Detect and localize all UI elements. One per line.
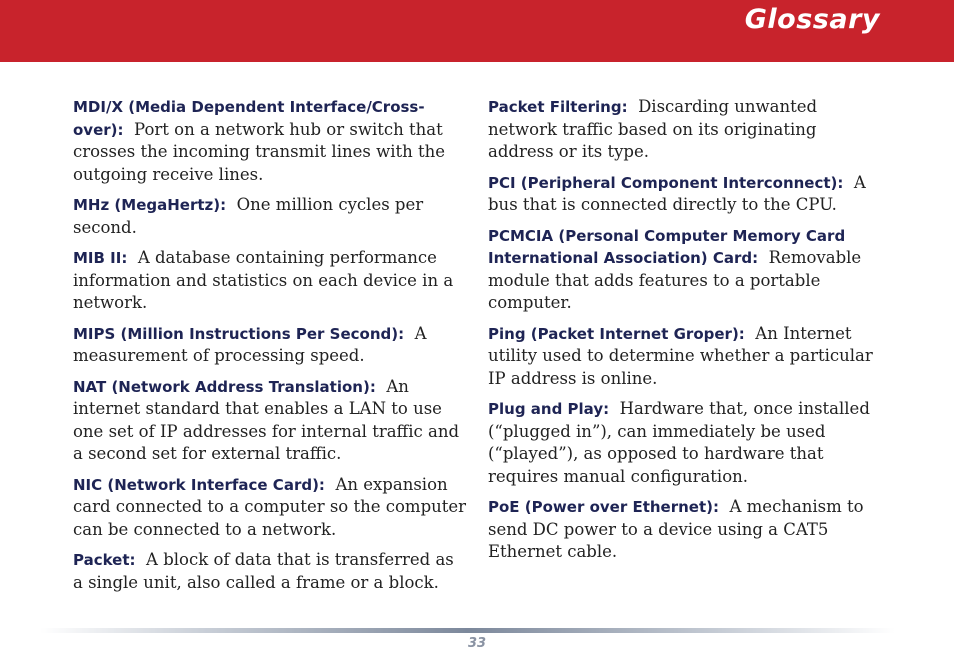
glossary-definition: An expansion card connected to a computer so the computer can be connected to a network. xyxy=(73,474,467,539)
glossary-column-left xyxy=(73,96,468,602)
glossary-definition: One million cycles per second. xyxy=(73,195,424,237)
glossary-definition: Discarding unwanted network traffic based on its originating address or its type. xyxy=(488,97,818,161)
glossary-definition: Removable module that adds features to a portable computer. xyxy=(488,248,862,312)
page-number: 33 xyxy=(467,636,487,651)
glossary-entry xyxy=(488,172,884,217)
glossary-entry xyxy=(488,225,884,315)
glossary-definition: An internet standard that enables a LAN to use one set of IP addresses for internal traffic and a second set for external traffic. xyxy=(73,376,460,463)
glossary-entry xyxy=(73,194,468,239)
glossary-definition: Port on a network hub or switch that crosses the incoming transmit lines with the outgoing receive lines. xyxy=(73,119,446,184)
glossary-term: MIB II: xyxy=(73,249,128,267)
glossary-term: MIPS (Million Instructions Per Second): xyxy=(73,324,405,343)
glossary-definition: A measurement of processing speed. xyxy=(73,323,427,365)
glossary-term: NAT (Network Address Translation): xyxy=(73,377,376,396)
glossary-term: Plug and Play: xyxy=(488,400,610,418)
header-bar xyxy=(0,0,954,62)
glossary-term: Packet: xyxy=(73,551,136,569)
glossary-entry xyxy=(73,474,468,542)
glossary-term: PoE (Power over Ethernet): xyxy=(488,498,719,516)
glossary-definition: Hardware that, once installed (“plugged in”), can immediately be used (“played”), as opposed to hardware that requires manual configuration. xyxy=(488,399,870,486)
glossary-term: NIC (Network Interface Card): xyxy=(73,475,325,494)
glossary-term: Packet Filtering: xyxy=(488,98,628,116)
glossary-term: MHz (MegaHertz): xyxy=(73,196,227,214)
glossary-entry xyxy=(73,247,468,315)
glossary-entry xyxy=(488,496,884,564)
glossary-definition: An Internet utility used to determine whether a particular IP address is online. xyxy=(488,323,873,388)
footer-divider xyxy=(40,628,895,633)
glossary-term: PCI (Peripheral Component Interconnect): xyxy=(488,173,844,192)
glossary-entry xyxy=(488,398,884,488)
glossary-entry xyxy=(73,96,468,186)
glossary-definition: A mechanism to send DC power to a device using a CAT5 Ethernet cable. xyxy=(488,497,864,561)
glossary-term: PCMCIA (Personal Computer Memory Card International Association) Card: xyxy=(488,226,846,267)
glossary-term: MDI/X (Media Dependent Interface/Cross-over): xyxy=(73,98,425,139)
glossary-entry xyxy=(73,323,468,368)
glossary-definition: A database containing performance information and statistics on each device in a network. xyxy=(73,248,454,312)
glossary-definition: A block of data that is transferred as a single unit, also called a frame or a block. xyxy=(73,550,454,592)
glossary-term: Ping (Packet Internet Groper): xyxy=(488,324,745,343)
page-title: Glossary xyxy=(744,4,880,35)
glossary-definition: A bus that is connected directly to the CPU. xyxy=(488,172,866,214)
glossary-entry xyxy=(488,96,884,164)
glossary-column-right xyxy=(488,96,884,572)
glossary-entry xyxy=(488,323,884,391)
glossary-entry xyxy=(73,376,468,466)
glossary-entry xyxy=(73,549,468,594)
